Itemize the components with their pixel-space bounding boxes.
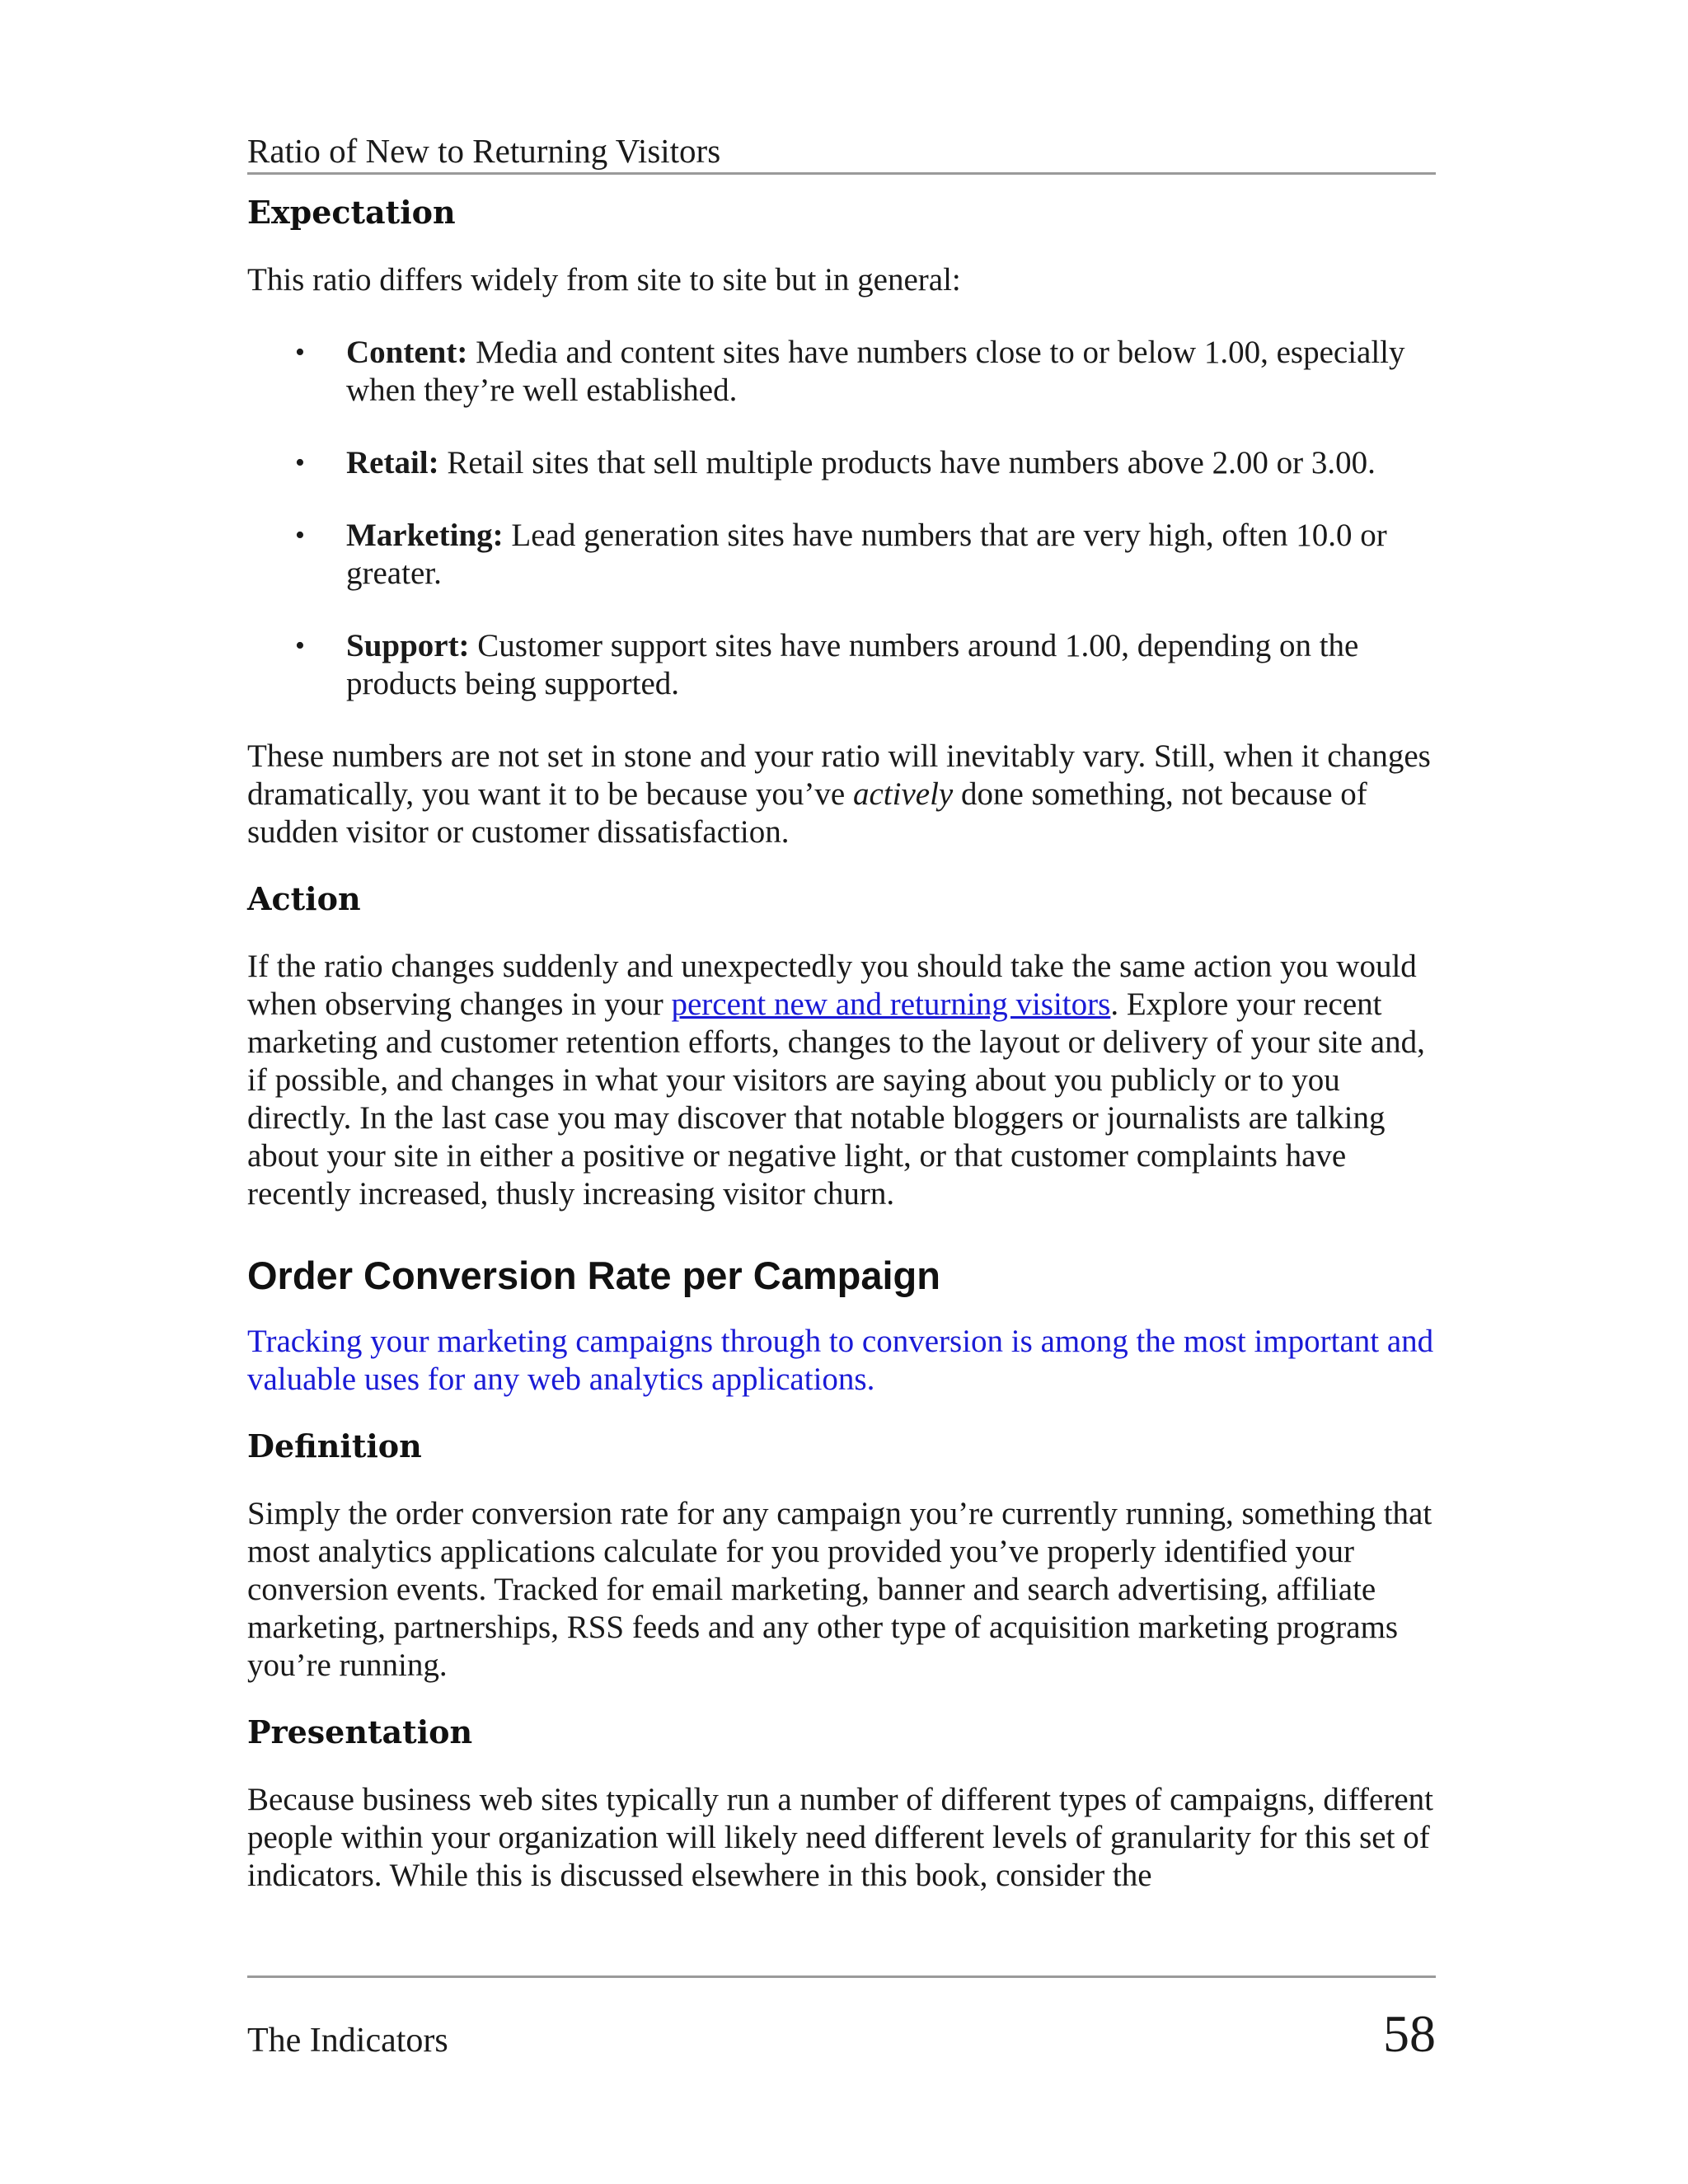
closing-part2: done something, not because of sudden visitor or customer dissatisfaction.	[247, 776, 1367, 850]
bullet-marketing	[247, 517, 1438, 593]
footer-rule	[247, 1975, 1436, 1978]
bullet-term: Support:	[346, 628, 470, 663]
bullet-text: Retail sites that sell multiple products have numbers above 2.00 or 3.00.	[438, 445, 1376, 480]
bullet-text: Customer support sites have numbers around 1.00, depending on the products being supported.	[346, 628, 1359, 701]
action-heading: Action	[247, 880, 361, 917]
expectation-heading: Expectation	[247, 194, 456, 231]
presentation-heading: Presentation	[247, 1713, 473, 1750]
bullet-retail	[247, 444, 1438, 482]
percent-new-returning-link[interactable]: percent new and returning visitors	[671, 987, 1111, 1022]
closing-emphasis: actively	[852, 776, 954, 812]
order-conversion-intro: Tracking your marketing campaigns through to conversion is among the most important and valuable uses for any web analytics applications.	[247, 1324, 1434, 1397]
bullet-text: Media and content sites have numbers close to or below 1.00, especially when they’re well established.	[346, 335, 1405, 408]
bullet-text: Lead generation sites have numbers that are very high, often 10.0 or greater.	[346, 518, 1387, 591]
bullet-term: Marketing:	[346, 518, 504, 553]
order-conversion-heading: Order Conversion Rate per Campaign	[247, 1254, 940, 1297]
header-rule	[247, 172, 1436, 175]
running-header: Ratio of New to Returning Visitors	[247, 132, 721, 170]
expectation-closing	[247, 738, 1438, 851]
page-content	[247, 191, 1438, 1895]
definition-paragraph: Simply the order conversion rate for any campaign you’re currently running, something that most analytics applications calculate for you provided you’ve properly identified your conversion events. Tracked for email marketing, banner and search advertising, affiliate marketing, partnerships, RSS feeds and any other type of acquisition marketing programs you’re running.	[247, 1496, 1432, 1683]
bullet-dot: •	[295, 630, 305, 661]
bullet-dot: •	[295, 448, 305, 478]
bullet-term: Content:	[346, 335, 468, 370]
running-footer: The Indicators	[247, 2022, 448, 2060]
definition-heading: Definition	[247, 1427, 422, 1465]
page-number: 58	[1383, 2004, 1436, 2063]
bullet-dot: •	[295, 337, 305, 368]
expectation-intro: This ratio differs widely from site to site but in general:	[247, 262, 961, 298]
bullet-dot: •	[295, 520, 305, 551]
action-paragraph	[247, 948, 1438, 1213]
bullet-support	[247, 627, 1438, 703]
bullet-content	[247, 334, 1438, 410]
closing-part1: These numbers are not set in stone and your ratio will inevitably vary. Still, when it changes dramatically, you want it to be because you’ve	[247, 738, 1431, 812]
action-text-part2: . Explore your recent marketing and customer retention efforts, changes to the layout or delivery of your site and, if possible, and changes in what your visitors are saying about you publicly or to you directly. In the last case you may discover that notable bloggers or journalists are talking about your site in either a positive or negative light, or that customer complaints have recently increased, thusly increasing visitor churn.	[247, 987, 1425, 1212]
bullet-term: Retail:	[346, 445, 439, 480]
presentation-paragraph: Because business web sites typically run a number of different types of campaigns, different people within your organization will likely need different levels of granularity for this set of indicators. While this is discussed elsewhere in this book, consider the	[247, 1782, 1433, 1893]
action-text-part1: If the ratio changes suddenly and unexpectedly you should take the same action you would when observing changes in your	[247, 949, 1417, 1022]
expectation-bullet-list	[247, 334, 1438, 703]
